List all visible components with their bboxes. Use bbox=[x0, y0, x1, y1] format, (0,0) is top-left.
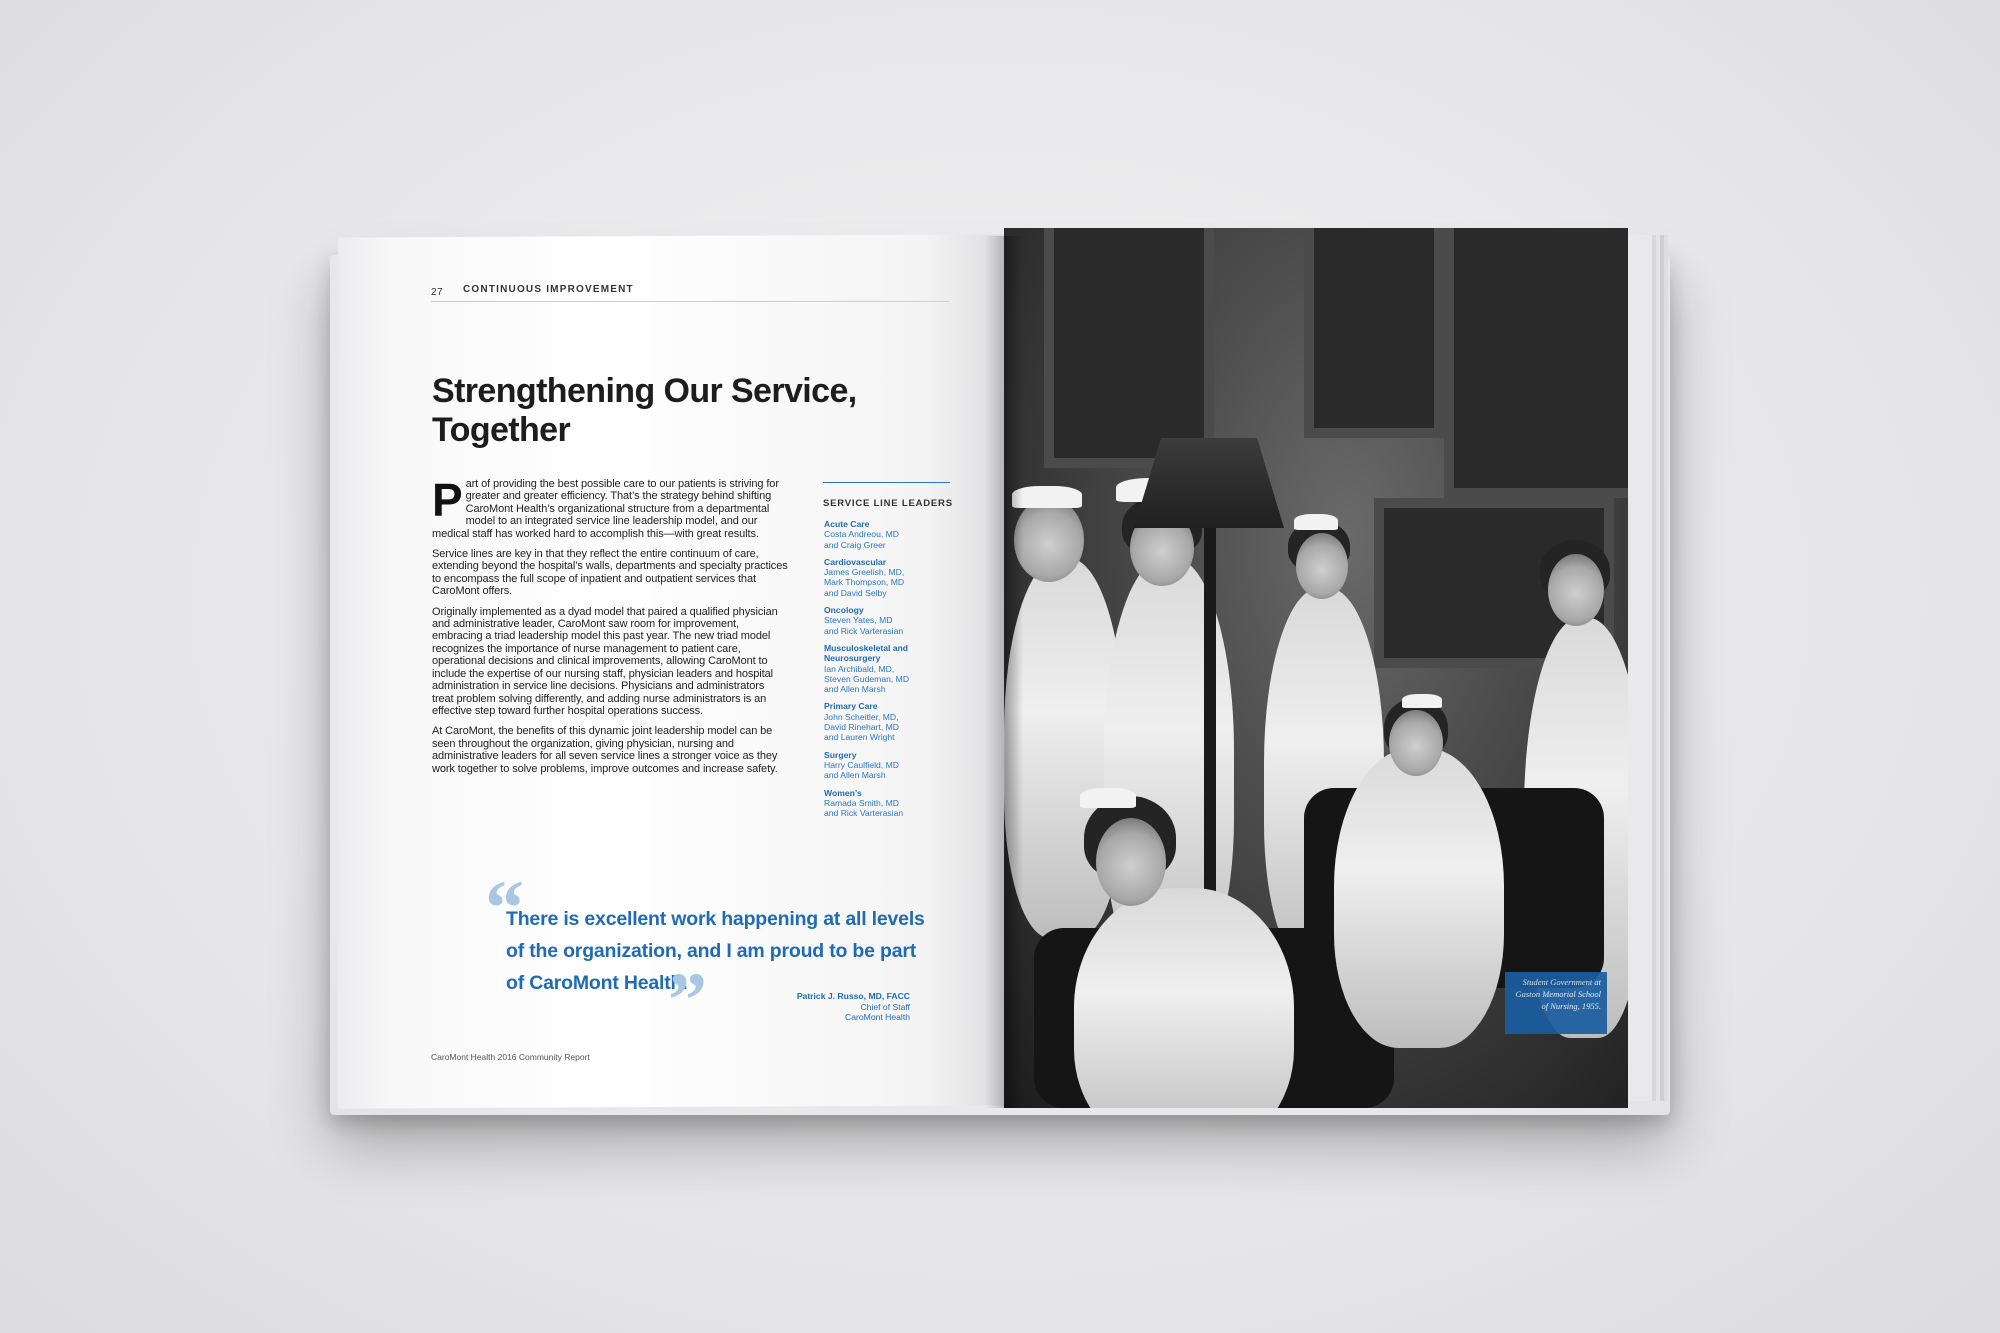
nurse-cap bbox=[1080, 788, 1136, 808]
photo-caption bbox=[1505, 972, 1607, 1034]
window bbox=[1044, 228, 1214, 468]
service-line-name: Cardiovascular bbox=[824, 556, 887, 567]
pull-quote: There is excellent work happening at all levels of the organization, and I am proud to be part of CaroMont Health. bbox=[506, 908, 925, 994]
service-line-name: Surgery bbox=[824, 749, 857, 760]
body-paragraph bbox=[432, 474, 788, 540]
body-paragraph: Originally implemented as a dyad model that paired a qualified physician and administrative leader, CaroMont saw room for improvement, embracing a triad leadership model this past year. The new triad model recognizes the importance of nurse management to patient care, operational decisions and clinical improvements, allowing CaroMont to include the expertise of our nursing staff, physician leaders and hospital administration in service line decisions. Physicians and administrators treat problem solving differently, and adding nurse administrators is an effective step toward further hospital operations success. bbox=[432, 605, 778, 717]
service-line-person: David Rinehart, MD bbox=[824, 722, 899, 733]
sidebar-title: SERVICE LINE LEADERS bbox=[823, 498, 953, 509]
caption-line: of Nursing, 1955. bbox=[1541, 1001, 1601, 1011]
window bbox=[1304, 228, 1444, 438]
quote-role: Chief of Staff bbox=[860, 1001, 910, 1012]
page-title: Strengthening Our Service, Together bbox=[432, 372, 857, 449]
book-gutter bbox=[985, 236, 1023, 1108]
caption-line: Gaston Memorial School bbox=[1515, 989, 1601, 999]
service-line-item bbox=[824, 701, 964, 742]
service-line-person: and Craig Greer bbox=[824, 539, 886, 550]
service-line-person: Costa Andreou, MD bbox=[824, 529, 899, 540]
service-line-item bbox=[824, 750, 964, 781]
service-line-person: John Scheitler, MD, bbox=[824, 711, 899, 722]
header-divider bbox=[431, 301, 949, 302]
service-line-person: Mark Thompson, MD bbox=[824, 577, 905, 588]
section-header: CONTINUOUS IMPROVEMENT bbox=[463, 284, 634, 295]
page-number: 27 bbox=[431, 287, 444, 298]
body-paragraph: At CaroMont, the benefits of this dynamic joint leadership model can be seen throughout the organization, giving physician, nursing and administrative leaders for all seven service lines a stronger voice as they work together to solve problems, improve outcomes and increase safety. bbox=[432, 725, 778, 775]
service-line-person: and Allen Marsh bbox=[824, 684, 886, 695]
seated-nurse-figure bbox=[1074, 888, 1294, 1108]
nurse-face bbox=[1014, 498, 1084, 582]
quote-attribution bbox=[720, 991, 910, 1023]
quote-author: Patrick J. Russo, MD, FACC bbox=[796, 991, 910, 1001]
service-line-name: Musculoskeletal and Neurosurgery bbox=[824, 642, 909, 664]
nurse-cap bbox=[1294, 514, 1338, 530]
sidebar-divider bbox=[823, 482, 950, 483]
service-line-name: Acute Care bbox=[824, 519, 870, 529]
service-line-item bbox=[824, 788, 964, 819]
service-line-person: and Allen Marsh bbox=[824, 770, 886, 781]
service-line-person: and Rick Varterasian bbox=[824, 625, 904, 636]
service-line-name: Women’s bbox=[824, 787, 862, 798]
body-text bbox=[432, 474, 788, 783]
seated-nurse-figure bbox=[1334, 748, 1504, 1048]
service-line-item bbox=[824, 605, 964, 636]
lamp-pole bbox=[1204, 528, 1216, 948]
window bbox=[1444, 228, 1628, 498]
nurse-face bbox=[1096, 818, 1166, 906]
service-line-person: and David Selby bbox=[824, 587, 887, 598]
caption-line: Student Government at bbox=[1522, 977, 1601, 987]
paragraph-text: art of providing the best possible care to our patients is striving for greater and greater efficiency. That’s the strategy behind shifting CaroMont Health’s organizational structure from a departmental model to an integrated service line leadership model, and our medical staff has worked hard to accomplish this—with great results. bbox=[432, 478, 779, 540]
service-line-item bbox=[824, 557, 964, 598]
service-line-name: Primary Care bbox=[824, 701, 878, 712]
service-line-person: Harry Caulfield, MD bbox=[824, 759, 899, 770]
service-line-person: James Greelish, MD, bbox=[824, 567, 905, 578]
quote-close-mark: ” bbox=[668, 956, 707, 1043]
nurse-face bbox=[1548, 554, 1604, 626]
nurse-face bbox=[1296, 533, 1348, 599]
quote-open-mark: “ bbox=[485, 864, 524, 951]
service-line-item bbox=[824, 643, 964, 694]
drop-cap: P bbox=[432, 474, 463, 526]
service-line-item bbox=[824, 519, 964, 550]
service-line-person: Ramada Smith, MD bbox=[824, 797, 899, 808]
service-line-person: Ian Archibald, MD, bbox=[824, 663, 895, 674]
nurse-face bbox=[1389, 710, 1443, 776]
service-line-person: Steven Gudeman, MD bbox=[824, 673, 910, 684]
service-line-person: and Lauren Wright bbox=[824, 732, 895, 743]
page-footer: CaroMont Health 2016 Community Report bbox=[431, 1052, 590, 1062]
service-line-name: Oncology bbox=[824, 605, 864, 616]
body-paragraph: Service lines are key in that they reflect the entire continuum of care, extending beyond the hospital’s walls, departments and specialty practices to encompass the full scope of inpatient and outpatient services that CaroMont offers. bbox=[432, 548, 788, 598]
nurse-cap bbox=[1402, 694, 1442, 708]
service-line-leaders bbox=[824, 519, 964, 825]
service-line-person: and Rick Varterasian bbox=[824, 808, 904, 819]
quote-org: CaroMont Health bbox=[845, 1012, 910, 1022]
service-line-person: Steven Yates, MD bbox=[824, 615, 893, 626]
